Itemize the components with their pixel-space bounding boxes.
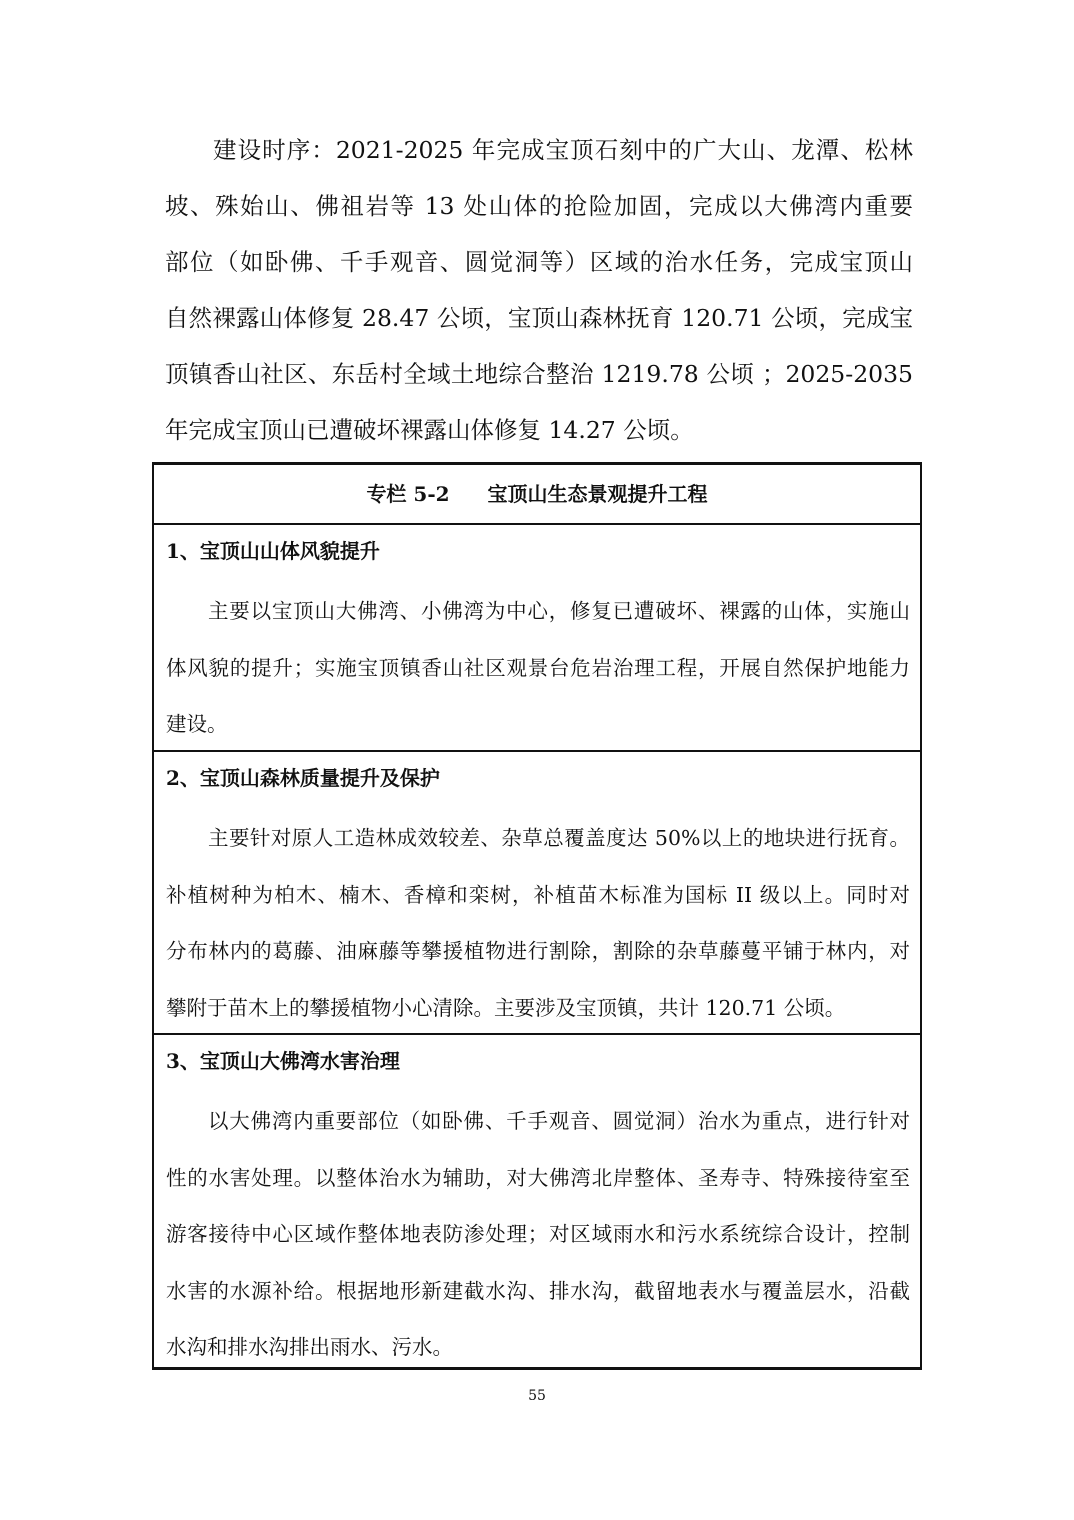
section-heading: 2、宝顶山森林质量提升及保护	[166, 766, 440, 790]
box-section	[154, 750, 920, 1035]
intro-line: 年完成宝顶山已遭破坏裸露山体修复 14.27 公顷。	[165, 416, 694, 444]
section-body	[166, 583, 910, 753]
section-body	[166, 1093, 910, 1376]
section-heading: 1、宝顶山山体风貌提升	[166, 539, 380, 563]
section-body	[166, 810, 910, 1036]
page-number: 55	[528, 1388, 546, 1404]
section-line: 性的水害处理。以整体治水为辅助，对大佛湾北岸整体、圣寿寺、特殊接待室至	[166, 1165, 910, 1190]
box-title	[154, 465, 920, 525]
section-line: 攀附于苗木上的攀援植物小心清除。主要涉及宝顶镇，共计 120.71 公顷。	[166, 995, 846, 1020]
box-section	[154, 523, 920, 752]
section-line: 以大佛湾内重要部位（如卧佛、千手观音、圆觉洞）治水为重点，进行针对	[208, 1109, 910, 1133]
box-section	[154, 1033, 920, 1369]
section-line: 分布林内的葛藤、油麻藤等攀援植物进行割除，割除的杂草藤蔓平铺于林内，对	[166, 939, 910, 963]
section-line: 水沟和排水沟排出雨水、污水。	[166, 1335, 453, 1359]
intro-line: 自然裸露山体修复 28.47 公顷，宝顶山森林抚育 120.71 公顷，完成宝	[165, 304, 913, 332]
section-line: 补植树种为柏木、楠木、香樟和栾树，补植苗木标准为国标 II 级以上。同时对	[166, 882, 910, 907]
intro-line: 建设时序：2021-2025 年完成宝顶石刻中的广大山、龙潭、松林	[213, 136, 913, 164]
section-line: 水害的水源补给。根据地形新建截水沟、排水沟，截留地表水与覆盖层水，沿截	[166, 1278, 910, 1303]
intro-line: 部位（如卧佛、千手观音、圆觉洞等）区域的治水任务，完成宝顶山	[165, 248, 913, 276]
box-title-text: 宝顶山生态景观提升工程	[487, 482, 708, 506]
section-line: 主要针对原人工造林成效较差、杂草总覆盖度达 50%以上的地块进行抚育。	[208, 826, 910, 850]
section-line: 建设。	[166, 712, 228, 736]
section-line: 体风貌的提升；实施宝顶镇香山社区观景台危岩治理工程，开展自然保护地能力	[166, 655, 910, 680]
intro-line: 坡、殊始山、佛祖岩等 13 处山体的抢险加固，完成以大佛湾内重要	[165, 192, 913, 220]
section-line: 主要以宝顶山大佛湾、小佛湾为中心，修复已遭破坏、裸露的山体，实施山	[208, 599, 910, 623]
box-title-number: 专栏 5-2	[366, 482, 450, 506]
intro-line: 顶镇香山社区、东岳村全域土地综合整治 1219.78 公顷 ；2025-2035	[165, 360, 913, 388]
intro-paragraph	[165, 122, 913, 458]
section-heading: 3、宝顶山大佛湾水害治理	[166, 1049, 400, 1073]
section-line: 游客接待中心区域作整体地表防渗处理；对区域雨水和污水系统综合设计，控制	[166, 1222, 910, 1246]
column-box	[152, 462, 922, 1370]
